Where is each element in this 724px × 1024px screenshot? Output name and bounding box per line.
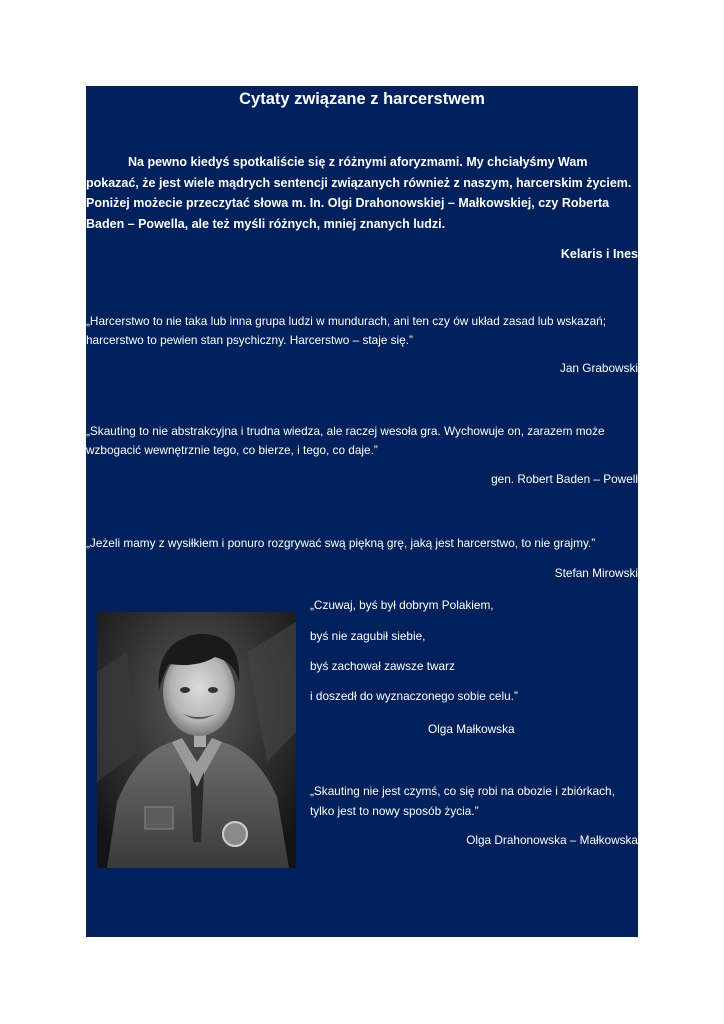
portrait-photo — [97, 612, 296, 868]
poem-line: i doszedł do wyznaczonego sobie celu.” — [310, 689, 518, 703]
quote-author: Olga Drahonowska – Małkowska — [466, 833, 638, 847]
quote-author: gen. Robert Baden – Powell — [491, 472, 638, 486]
quote-author: Jan Grabowski — [559, 361, 638, 375]
poem-line: „Czuwaj, byś był dobrym Polakiem, — [310, 598, 494, 612]
content-panel — [86, 86, 638, 937]
quote-text: „Skauting to nie abstrakcyjna i trudna wiedza, ale raczej wesoła gra. Wychowuje on, zarazem może wzbogacić wewnętrznie tego, co bierze, i tego, co daje.” — [86, 424, 605, 457]
poem-line: byś nie zagubił siebie, — [310, 629, 426, 643]
intro-signature: Kelaris i Ines — [560, 247, 638, 261]
quote-author: Stefan Mirowski — [554, 566, 638, 580]
poem-author: Olga Małkowska — [428, 722, 515, 736]
quote-text: „Jeżeli mamy z wysiłkiem i ponuro rozgrywać swą piękną grę, jaką jest harcerstwo, to nie grajmy.” — [86, 536, 596, 550]
quote-text: „Harcerstwo to nie taka lub inna grupa ludzi w mundurach, ani ten czy ów układ zasad lub wskazań; harcerstwo to pewien stan psychiczny. Harcerstwo – staje się.” — [86, 314, 606, 347]
quote-text: „Skauting nie jest czymś, co się robi na obozie i zbiórkach, tylko jest to nowy sposób życia.” — [310, 784, 615, 818]
intro-paragraph: Na pewno kiedyś spotkaliście się z różnymi aforyzmami. My chciałyśmy Wam pokazać, że jest wiele mądrych sentencji związanych również z naszym, harcerskim życiem. Poniżej możecie przeczytać słowa m. In. Olgi Drahonowskiej – Małkowskiej, czy Roberta Baden – Powella, ale też myśli różnych, mniej znanych ludzi. — [86, 155, 632, 231]
poem-line: byś zachował zawsze twarz — [310, 659, 455, 673]
page-title: Cytaty związane z harcerstwem — [239, 90, 485, 108]
portrait-illustration — [97, 612, 296, 868]
